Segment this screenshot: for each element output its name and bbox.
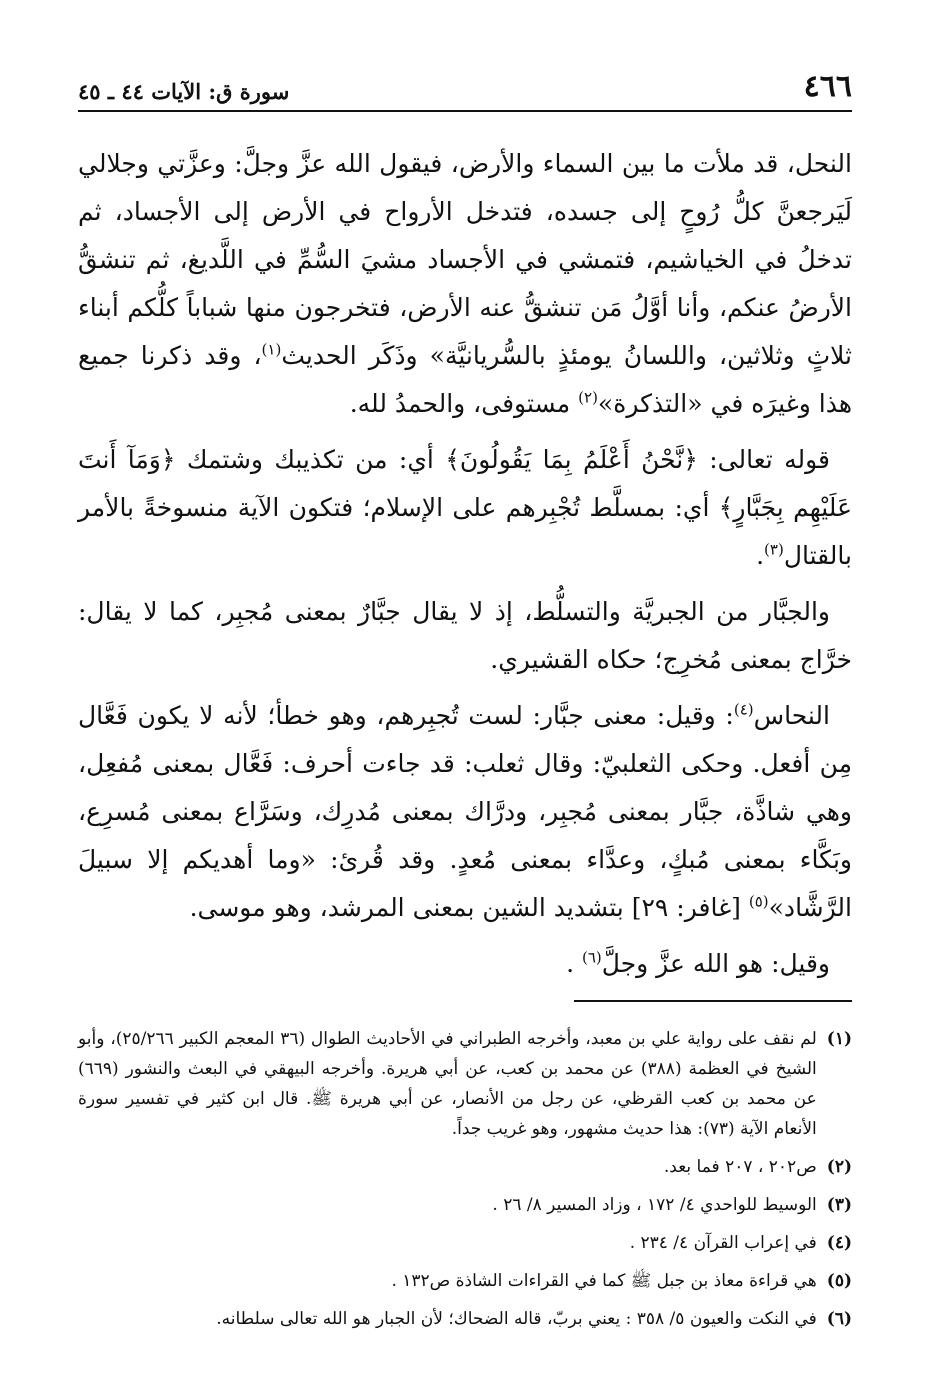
footnote-number: (٥) [826, 1271, 852, 1291]
paragraph [78, 588, 852, 684]
text-segment: مستوفى، والحمدُ لله. [349, 389, 579, 418]
running-head: سورة ق: الآيات ٤٤ ـ ٤٥ [78, 79, 290, 104]
paragraph [78, 692, 852, 932]
footnote [78, 1266, 852, 1296]
text-segment: . [756, 541, 765, 570]
footnote-number: (٣) [826, 1195, 852, 1215]
footnote-text: ص٢٠٢ ، ٢٠٧ فما بعد. [663, 1157, 817, 1177]
footnote-reference: (٦) [581, 948, 602, 967]
footnote [78, 1024, 852, 1144]
footnote-reference: (٢) [578, 388, 598, 407]
footnote-text: لم نقف على رواية علي بن معبد، وأخرجه الطبراني في الأحاديث الطوال (٣٦ المعجم الكبير ٢٥/٢٦٦)، وأبو الشيخ في العظمة (٣٨٨) عن محمد بن كعب، عن أبي هريرة. وأخرجه البيهقي في البعث والنشور (٦٦٩) عن محمد بن كعب القرظي، عن رجل من الأنصار، عن أبي هريرة ﷺ. قال ابن كثير في تفسير سورة الأنعام الآية (٧٣): هذا حديث مشهور، وهو غريب جداً. [78, 1029, 817, 1139]
footnote-number: (١) [826, 1029, 852, 1049]
text-segment: والجبَّار من الجبريَّة والتسلُّط، إذ لا يقال جبَّارٌ بمعنى مُجبِر، كما لا يقال: خرَّاج بمعنى مُخرِج؛ حكاه القشيري. [78, 597, 852, 674]
text-segment: النحل، قد ملأت ما بين السماء والأرض، فيقول الله عزَّ وجلَّ: وعزَّتي وجلالي لَيَرجعنَّ كلُّ رُوحٍ إلى جسده، فتدخل الأرواح في الأرض إلى الأجساد، ثم تدخلُ في الخياشيم، فتمشي في الأجساد مشيَ السُّمِّ في اللَّديغ، ثم تنشقُّ الأرضُ عنكم، وأنا أوَّلُ مَن تنشقُّ عنه الأرض، فتخرجون منها شباباً كلُّكم أبناء ثلاثٍ وثلاثين، واللسانُ يومئذٍ بالسُّريانيَّة» وذَكَر الحديث [78, 149, 852, 370]
book-page [78, 60, 852, 1342]
text-segment: . [566, 949, 582, 978]
footnote-reference: (٤) [733, 700, 754, 719]
main-text [78, 140, 852, 988]
footnote-text: الوسيط للواحدي ٤/ ١٧٢ ، وزاد المسير ٨/ ٢٦ . [492, 1195, 817, 1215]
footnote-reference: (٥) [748, 892, 769, 911]
paragraph [78, 940, 852, 988]
text-segment: النحاس [753, 701, 830, 730]
footnote-reference: (١) [261, 340, 282, 359]
text-segment: [غافر: ٢٩] بتشديد الشين بمعنى المرشد، وهو موسى. [189, 893, 749, 922]
page-number: ٤٦٦ [803, 69, 852, 104]
footnote-text: في النكت والعيون ٥/ ٣٥٨ : يعني بربّ، قاله الضحاك؛ لأن الجبار هو الله تعالى سلطانه. [216, 1309, 817, 1329]
footnotes [78, 1024, 852, 1334]
text-segment: ، وقد ذكرنا جميع هذا وغيرَه في «التذكرة» [78, 341, 852, 418]
footnote-number: (٤) [826, 1233, 852, 1253]
footnote [78, 1190, 852, 1220]
footnote-reference: (٣) [764, 540, 784, 559]
footnote [78, 1228, 852, 1258]
text-segment: وقيل: هو الله عزَّ وجلَّ [601, 949, 830, 978]
footnote [78, 1152, 852, 1182]
footnote-number: (٦) [826, 1309, 852, 1329]
text-segment: قوله تعالى: ﴿نَّحْنُ أَعْلَمُ بِمَا يَقُولُونَ﴾ أي: من تكذيبك وشتمك ﴿وَمَآ أَنتَ عَلَيْهِم بِجَبَّارٍ﴾ أي: بمسلَّط تُجْبِرهم على الإسلام؛ فتكون الآية منسوخةً بالأمر بالقتال [78, 445, 852, 570]
paragraph [78, 436, 852, 580]
text-segment: : وقيل: معنى جبَّار: لست تُجبِرهم، وهو خطأ؛ لأنه لا يكون فَعَّال مِن أفعل. وحكى الثعلبيّ: وقال ثعلب: قد جاءت أحرف: فَعَّال بمعنى مُفعِل، وهي شاذَّة، جبَّار بمعنى مُجبِر، ودرَّاك بمعنى مُدرِك، وسَرَّاع بمعنى مُسرِع، وبَكَّاء بمعنى مُبكٍ، وعدَّاء بمعنى مُعدٍ. وقد قُرئ: «وما أهديكم إلا سبيلَ الرَّشَّاد» [78, 701, 852, 922]
footnote [78, 1304, 852, 1334]
footnote-number: (٢) [826, 1157, 852, 1177]
footnote-text: هي قراءة معاذ بن جبل ﷺ كما في القراءات الشاذة ص١٣٢ . [391, 1271, 817, 1291]
page-header [78, 60, 852, 112]
footnote-text: في إعراب القرآن ٤/ ٢٣٤ . [629, 1233, 817, 1253]
paragraph [78, 140, 852, 428]
footnote-separator [574, 1000, 852, 1002]
